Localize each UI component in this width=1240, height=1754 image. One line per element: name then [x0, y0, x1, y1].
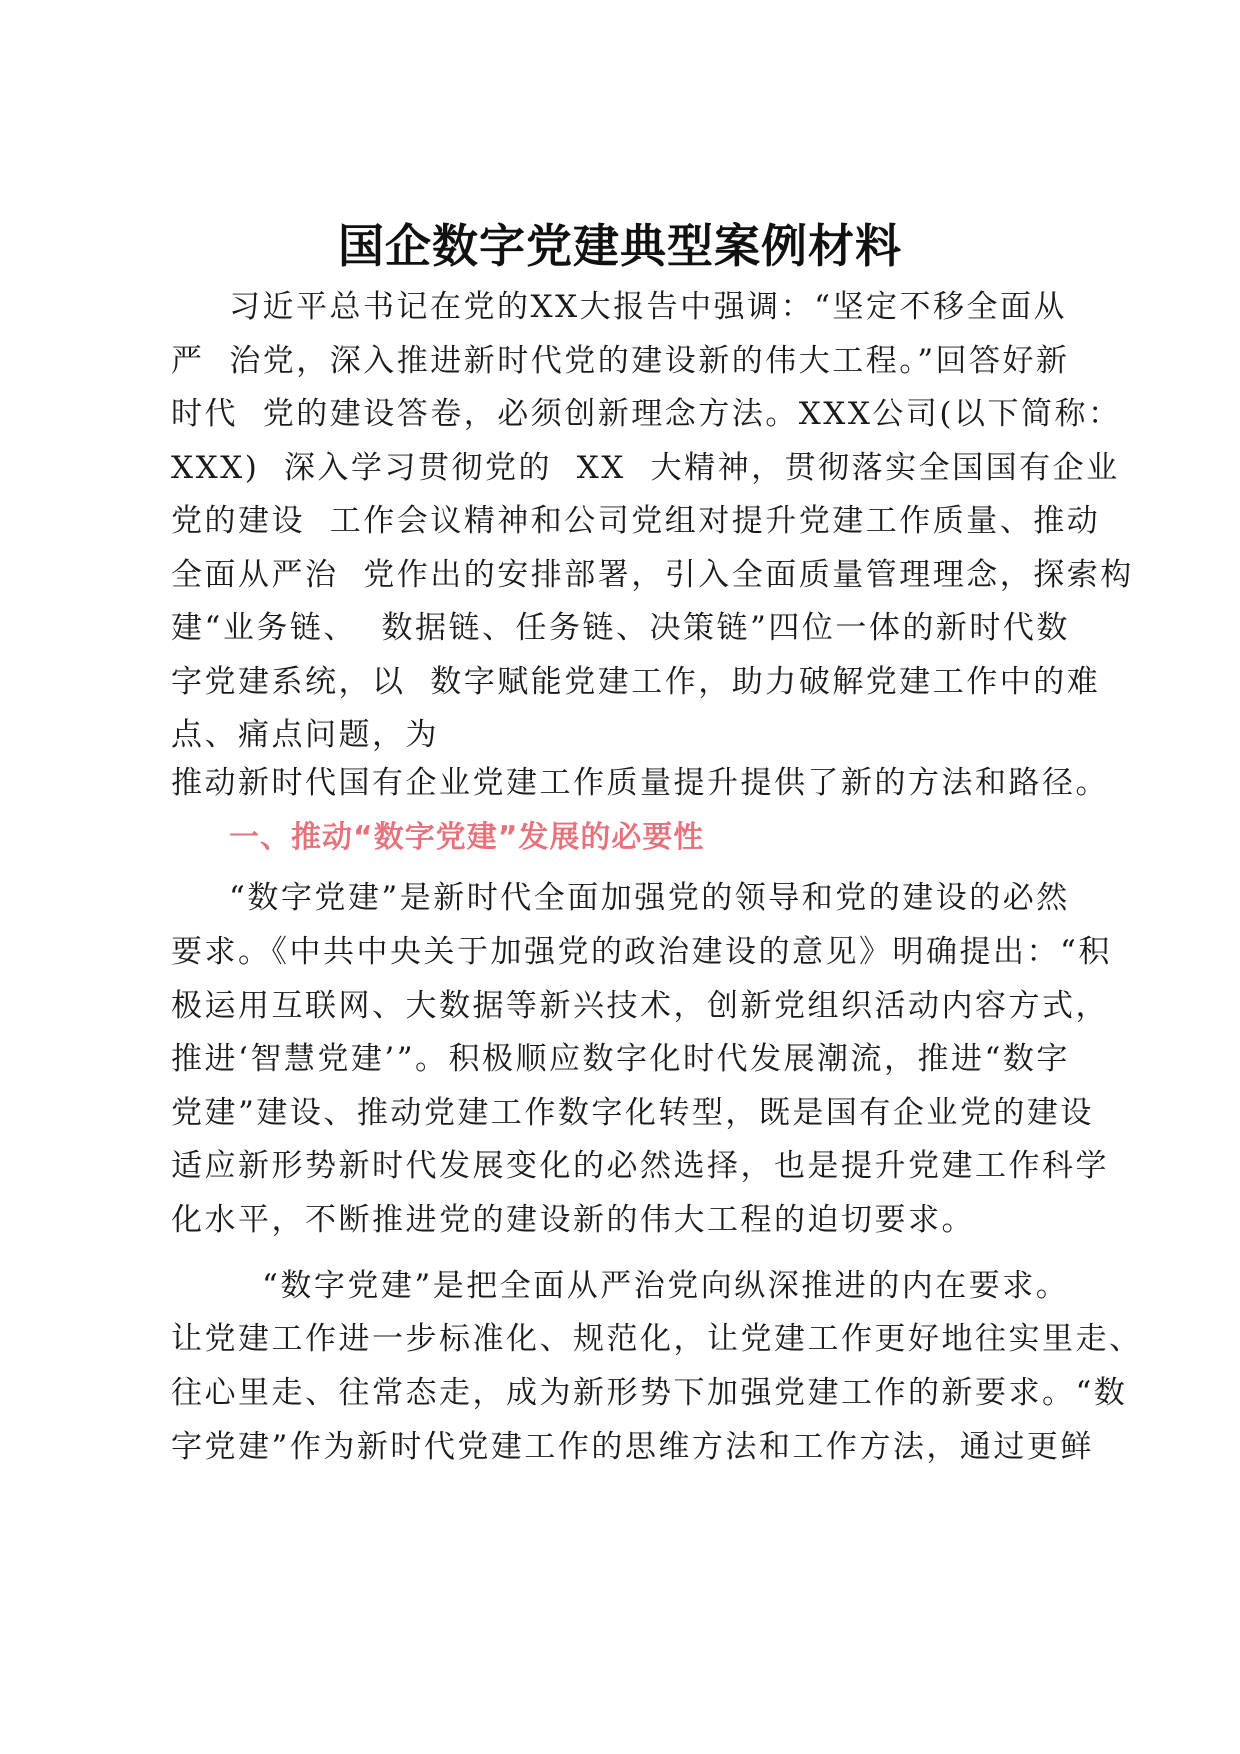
- intro-line: XXX) 深入学习贯彻党的 XX 大精神，贯彻落实全国国有企业: [171, 450, 1120, 486]
- paragraph-line: 字党建”作为新时代党建工作的思维方法和工作方法，通过更鲜: [171, 1429, 1094, 1465]
- intro-line: 党的建设 工作会议精神和公司党组对提升党建工作质量、推动: [171, 503, 1101, 539]
- intro-line: 建“业务链、 数据链、任务链、决策链”四位一体的新时代数: [171, 610, 1070, 646]
- paragraph-line: 适应新形势新时代发展变化的必然选择，也是提升党建工作科学: [171, 1148, 1109, 1184]
- paragraph-line: 要求。《中共中央关于加强党的政治建设的意见》明确提出：“积: [171, 934, 1112, 970]
- intro-line: 严 治党，深入推进新时代党的建设新的伟大工程。”回答好新: [171, 343, 1070, 379]
- paragraph-line: 极运用互联网、大数据等新兴技术，创新党组织活动内容方式，: [171, 988, 1109, 1024]
- document-title: 国企数字党建典型案例材料: [338, 219, 902, 273]
- intro-line: 字党建系统，以 数字赋能党建工作，助力破解党建工作中的难: [171, 664, 1101, 700]
- paragraph-line: 化水平，不断推进党的建设新的伟大工程的迫切要求。: [171, 1202, 975, 1238]
- intro-line: 点、痛点问题，为: [171, 717, 439, 753]
- paragraph-line: 推进‘智慧党建’”。积极顺应数字化时代发展潮流，推进“数字: [171, 1041, 1070, 1077]
- paragraph-line: “数字党建”是新时代全面加强党的领导和党的建设的必然: [229, 880, 1070, 916]
- paragraph-line: “数字党建”是把全面从严治党向纵深推进的内在要求。: [262, 1268, 1070, 1304]
- paragraph-line: 党建”建设、推动党建工作数字化转型，既是国有企业党的建设: [171, 1095, 1094, 1131]
- intro-line: 全面从严治 党作出的安排部署，引入全面质量管理理念，探索构: [171, 557, 1134, 593]
- intro-line: 时代 党的建设答卷，必须创新理念方法。XXX公司(以下简称：: [171, 396, 1122, 432]
- paragraph-line: 让党建工作进一步标准化、规范化，让党建工作更好地往实里走、: [171, 1321, 1143, 1357]
- section-heading: 一、推动“数字党建”发展的必要性: [229, 820, 705, 855]
- intro-line: 推动新时代国有企业党建工作质量提升提供了新的方法和路径。: [171, 765, 1109, 801]
- paragraph-line: 往心里走、往常态走，成为新形势下加强党建工作的新要求。“数: [171, 1375, 1128, 1411]
- intro-line: 习近平总书记在党的XX大报告中强调：“坚定不移全面从: [229, 289, 1067, 325]
